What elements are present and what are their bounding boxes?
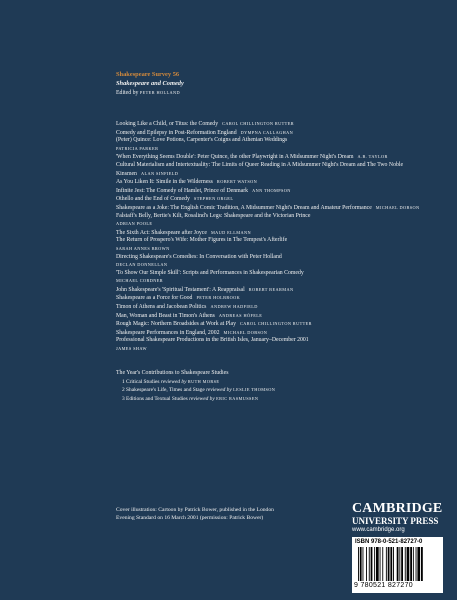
publisher-logo	[352, 502, 442, 534]
entry-author: ALAN SINFIELD	[140, 170, 179, 176]
reviewed-by: reviewed by	[206, 387, 232, 394]
barcode-bar	[416, 547, 417, 581]
entry-author: DECLAN DONNELLAN	[116, 262, 168, 268]
contents-entry	[116, 195, 436, 204]
barcode-bar	[388, 547, 390, 581]
barcode-bar	[397, 547, 399, 581]
barcode-bar	[413, 547, 414, 581]
edited-by-prefix: Edited by	[116, 90, 139, 96]
entry-title: Professional Shakespeare Productions in the British Isles, January–December 2001	[116, 337, 309, 344]
entry-title: 'To Show Our Simple Skill': Scripts and Performances in Shakespearian Comedy	[116, 269, 304, 276]
contribution-text: 2 Shakespeare's Life, Times and Stage	[122, 387, 205, 394]
barcode-bar	[371, 547, 373, 581]
contribution-item	[122, 378, 436, 387]
isbn-text: ISBN 978-0-521-82727-0	[355, 539, 423, 545]
entry-author: ANN THOMPSON	[252, 187, 291, 193]
contents-entry	[116, 120, 436, 129]
barcode-bar	[360, 547, 362, 581]
entry-author: ADRIAN POOLE	[116, 221, 153, 227]
entry-title: Othello and the End of Comedy	[116, 196, 190, 203]
barcode-bar	[366, 547, 367, 581]
barcode-bar	[390, 547, 392, 581]
publisher-name-line1: CAMBRIDGE	[352, 501, 443, 516]
entry-author: MICHAEL CORDNER	[116, 278, 164, 284]
contribution-text: 1 Critical Studies	[122, 378, 160, 385]
entry-title: The Sixth Act: Shakespeare after Joyce	[116, 229, 207, 236]
barcode-bar	[369, 547, 370, 581]
publisher-name-line2: UNIVERSITY PRESS	[352, 516, 439, 526]
entry-author: CAROL CHILLINGTON RUTTER	[222, 121, 294, 126]
contents-entry	[116, 312, 436, 321]
entry-title: Shakespeare as a Joke: The English Comic Tradition, A Midsummer Night's Dream and Amateur Performance	[116, 204, 372, 211]
contents-entry	[116, 187, 436, 196]
book-title: Shakespeare and Comedy	[116, 80, 184, 87]
contributions-list	[116, 378, 436, 404]
entry-title: Infinite Jest: The Comedy of Hamlet, Prince of Denmark	[116, 187, 249, 194]
contribution-item	[122, 395, 436, 404]
edited-by	[116, 88, 436, 98]
contents-entry	[116, 254, 436, 269]
entry-title: Comedy and Epilepsy in Post-Reformation England	[116, 129, 237, 136]
entry-author: ROBERT BEARMAN	[248, 286, 294, 292]
barcode-bar	[399, 547, 400, 581]
entry-title: Falstaff's Belly, Bertie's Kilt, Rosalind's Legs: Shakespeare and the Victorian Prince	[116, 212, 311, 219]
barcode-bar	[393, 547, 394, 581]
barcode-bar	[421, 547, 423, 581]
entry-author: STEPHEN ORGEL	[193, 196, 234, 202]
entry-author: MICHAEL DOBSON	[375, 204, 420, 210]
entry-author: ANDREW HADFIELD	[210, 304, 258, 310]
entry-author: CAROL CHILLINGTON RUTTER	[240, 321, 312, 327]
entry-title: Rough Magic: Northern Broadsides at Work at Play	[116, 321, 237, 328]
publisher-url: www.cambridge.org	[352, 527, 405, 533]
series-title: Shakespeare Survey 56	[116, 71, 180, 78]
contents-entry	[116, 213, 436, 228]
barcode-bar	[401, 547, 403, 581]
contents-entry	[116, 337, 436, 352]
entry-title: Cultural Materialism and Intertextuality: The Limits of Queer Reading in A Midsummer Night's Dream and The Two Noble Kinsmen	[116, 161, 404, 177]
barcode-bar	[363, 547, 364, 581]
entry-title: As You Liken It: Simile in the Wilderness	[116, 179, 213, 186]
entry-author: ANDREAS HÖFELE	[218, 312, 263, 318]
entry-author: PATRICIA PARKER	[116, 145, 159, 151]
content-block	[116, 70, 436, 403]
contents-entry	[116, 270, 436, 285]
barcode-bar	[382, 547, 383, 581]
entry-author: DYMPNA CALLAGHAN	[240, 129, 294, 135]
barcode-bar	[374, 547, 375, 581]
cover-illustration-note: Cover illustration: Cartoon by Patrick Bower, published in the London Evening Standard on 16 March 2001 (permission: Patrick Bower)	[116, 507, 274, 521]
reviewed-by: reviewed by	[160, 378, 187, 385]
reviewer-name: ERIC RASMUSSEN	[216, 395, 259, 401]
contents-entry	[116, 162, 436, 178]
entry-title: Directing Shakespeare's Comedies: In Conversation with Peter Holland	[116, 253, 282, 260]
barcode-bar	[417, 547, 420, 581]
contents-entry	[116, 153, 436, 162]
contribution-text: 3 Editions and Textual Studies	[122, 395, 188, 402]
contents-entry	[116, 237, 436, 252]
barcode-bar	[380, 547, 381, 581]
entry-author: MAUD ELLMANN	[210, 229, 251, 235]
barcode-bar	[410, 547, 412, 581]
contents-entry	[116, 286, 436, 295]
contents-entry	[116, 204, 436, 213]
barcode-panel	[352, 537, 443, 593]
barcode-bar	[376, 547, 379, 581]
entry-author: MICHAEL DOBSON	[223, 329, 268, 335]
entry-title: 'When Everything Seems Double': Peter Quince, the other Playwright in A Midsummer Night's Dream	[116, 154, 354, 161]
entry-title: John Shakespeare's 'Spiritual Testament': A Reappraisal	[116, 286, 245, 293]
reviewer-name: RUTH MORSE	[187, 378, 220, 384]
entry-author: SARAH ANNES BROWN	[116, 245, 170, 251]
reviewed-by: reviewed by	[189, 395, 215, 402]
entry-author: JAMES SHAW	[116, 346, 147, 352]
barcode-bar	[405, 547, 406, 581]
contents-entry	[116, 137, 436, 152]
contents-entry	[116, 294, 436, 303]
entry-title: Shakespeare Performances in England, 2002	[116, 329, 220, 336]
entry-author: ROBERT WATSON	[216, 179, 258, 185]
entry-title: Timon of Athens and Jacobean Politics	[116, 304, 207, 311]
reviewer-name: LESLIE THOMSON	[233, 387, 276, 393]
contents-entry	[116, 303, 436, 312]
barcode-bar	[358, 547, 359, 581]
contents-entry	[116, 178, 436, 187]
barcode-icon	[358, 547, 438, 583]
entry-title: Looking Like a Child, or Titus: the Comedy	[116, 121, 219, 127]
contents-entry	[116, 129, 436, 138]
entry-author: PETER HOLBROOK	[196, 295, 241, 301]
contents-list	[116, 120, 436, 353]
entry-title: The Return of Prospero's Wife: Mother Figures in The Tempest's Afterlife	[116, 237, 288, 244]
barcode-bar	[407, 547, 410, 581]
entry-title: Shakespeare as a Force for Good	[116, 295, 193, 302]
barcode-bar	[386, 547, 387, 581]
entry-title: Man, Woman and Beast in Timon's Athens	[116, 312, 215, 319]
editor-name: PETER HOLLAND	[139, 90, 181, 95]
contributions-section	[116, 369, 436, 404]
barcode-digits: 9 780521 827270	[354, 582, 413, 589]
contributions-title: The Year's Contributions to Shakespeare Studies	[116, 369, 229, 376]
entry-title: (Peter) Quince: Love Potions, Carpenter's Coigns and Athenian Weddings	[116, 137, 288, 144]
entry-author: A.B. TAYLOR	[357, 154, 388, 160]
contents-entry	[116, 320, 436, 329]
contribution-item	[122, 386, 436, 395]
